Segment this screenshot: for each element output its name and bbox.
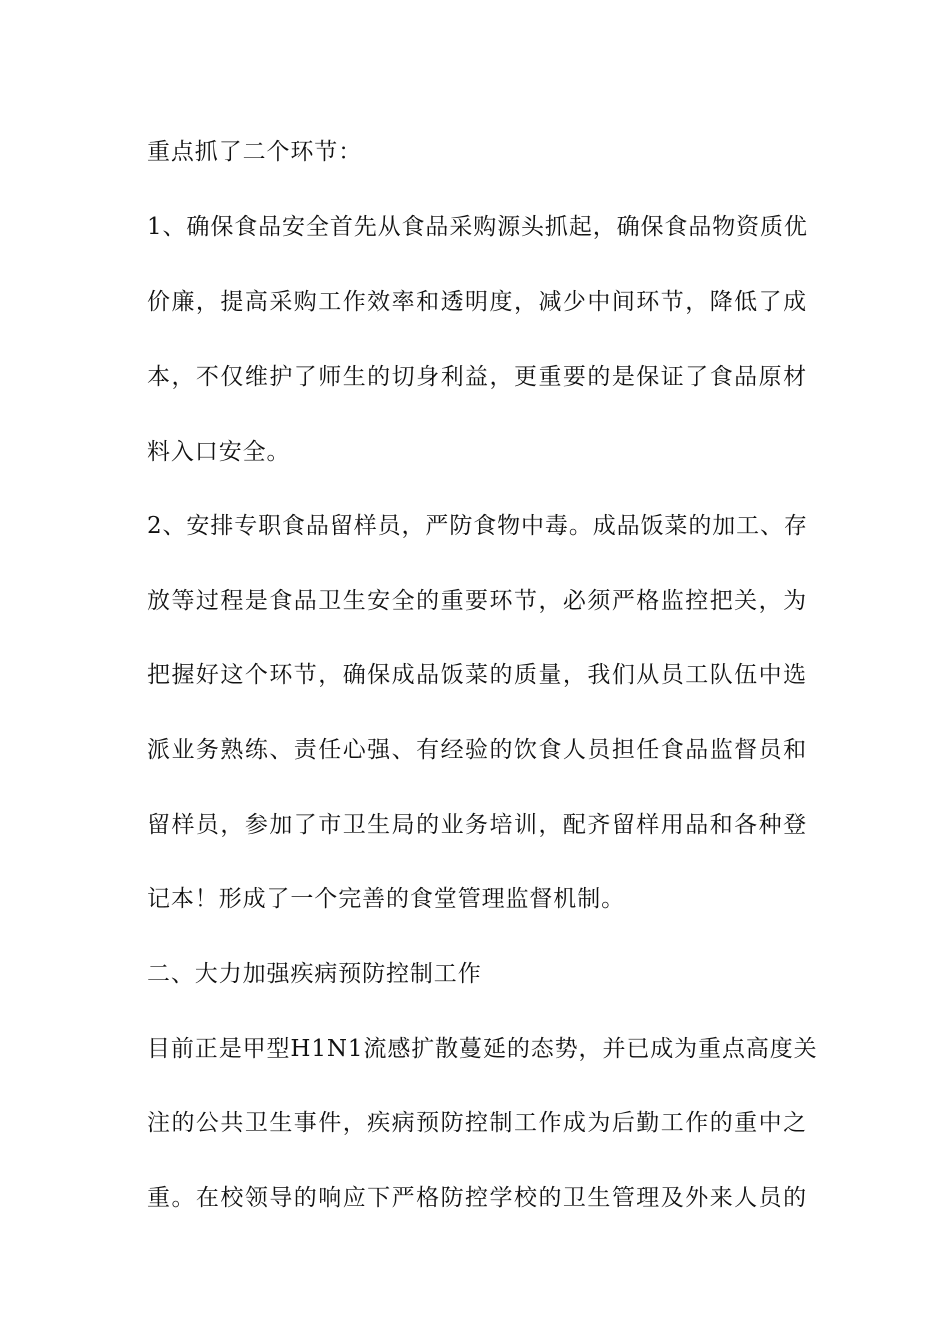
text-line-8: 把握好这个环节，确保成品饭菜的质量，我们从员工队伍中选 xyxy=(147,662,807,688)
text-line-3: 价廉，提高采购工作效率和透明度，减少中间环节，降低了成 xyxy=(147,289,807,315)
text-line-7: 放等过程是食品卫生安全的重要环节，必须严格监控把关，为 xyxy=(147,588,807,614)
text-line-11: 记本！形成了一个完善的食堂管理监督机制。 xyxy=(147,886,625,912)
text-line-9: 派业务熟练、责任心强、有经验的饮食人员担任食品监督员和 xyxy=(147,737,807,763)
text-line-15: 重。在校领导的响应下严格防控学校的卫生管理及外来人员的 xyxy=(147,1185,807,1211)
text-line-13: 目前正是甲型H1N1流感扩散蔓延的态势，并已成为重点高度关 xyxy=(147,1036,818,1062)
text-line-6: 2、安排专职食品留样员，严防食物中毒。成品饭菜的加工、存 xyxy=(147,513,808,539)
text-line-1: 重点抓了二个环节： xyxy=(147,139,363,165)
text-line-5: 料入口安全。 xyxy=(147,439,291,465)
section-heading: 二、大力加强疾病预防控制工作 xyxy=(147,961,482,987)
text-line-14: 注的公共卫生事件，疾病预防控制工作成为后勤工作的重中之 xyxy=(147,1110,807,1136)
text-line-4: 本，不仅维护了师生的切身利益，更重要的是保证了食品原材 xyxy=(147,364,807,390)
text-line-2: 1、确保食品安全首先从食品采购源头抓起，确保食品物资质优 xyxy=(147,214,808,240)
text-line-10: 留样员，参加了市卫生局的业务培训，配齐留样用品和各种登 xyxy=(147,812,807,838)
